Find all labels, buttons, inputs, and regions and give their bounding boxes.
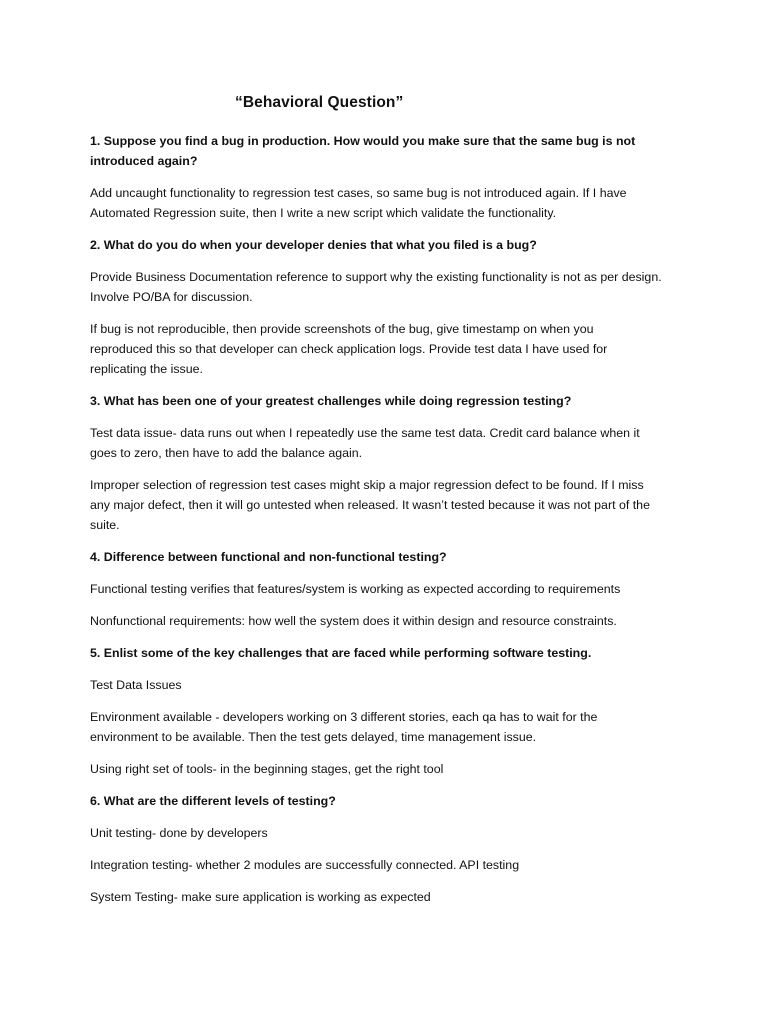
text-line: introduced again? bbox=[90, 154, 198, 168]
answer-paragraph bbox=[90, 423, 690, 463]
question-heading bbox=[90, 547, 690, 567]
text-line: System Testing- make sure application is working as expected bbox=[90, 890, 431, 904]
text-line: Provide Business Documentation reference to support why the existing functionality is not as per design. bbox=[90, 270, 662, 284]
text-line: Improper selection of regression test cases might skip a major regression defect to be found. If I miss bbox=[90, 478, 644, 492]
text-line: Involve PO/BA for discussion. bbox=[90, 290, 253, 304]
text-line: 3. What has been one of your greatest challenges while doing regression testing? bbox=[90, 394, 572, 408]
answer-paragraph bbox=[90, 579, 690, 599]
text-line: Test data issue- data runs out when I repeatedly use the same test data. Credit card balance when it bbox=[90, 426, 640, 440]
text-line: 4. Difference between functional and non-functional testing? bbox=[90, 550, 447, 564]
question-heading bbox=[90, 391, 690, 411]
document-title: “Behavioral Question” bbox=[235, 94, 404, 111]
answer-paragraph bbox=[90, 319, 690, 379]
text-line: reproduced this so that developer can check application logs. Provide test data I have used for bbox=[90, 342, 608, 356]
answer-paragraph bbox=[90, 475, 690, 535]
text-line: Functional testing verifies that features/system is working as expected according to requirements bbox=[90, 582, 621, 596]
text-line: Environment available - developers working on 3 different stories, each qa has to wait for the bbox=[90, 710, 598, 724]
text-line: Integration testing- whether 2 modules are successfully connected. API testing bbox=[90, 858, 520, 872]
answer-paragraph bbox=[90, 707, 690, 747]
answer-paragraph bbox=[90, 855, 690, 875]
question-heading bbox=[90, 235, 690, 255]
answer-paragraph bbox=[90, 887, 690, 907]
text-line: Test Data Issues bbox=[90, 678, 182, 692]
text-line: Unit testing- done by developers bbox=[90, 826, 268, 840]
text-line: 2. What do you do when your developer denies that what you filed is a bug? bbox=[90, 238, 537, 252]
answer-paragraph bbox=[90, 759, 690, 779]
text-line: environment to be available. Then the test gets delayed, time management issue. bbox=[90, 730, 537, 744]
text-line: any major defect, then it will go untested when released. It wasn’t tested because it was not part of the bbox=[90, 498, 650, 512]
text-line: goes to zero, then have to add the balance again. bbox=[90, 446, 363, 460]
answer-paragraph bbox=[90, 267, 690, 307]
text-line: Add uncaught functionality to regression test cases, so same bug is not introduced again. If I have bbox=[90, 186, 627, 200]
text-line: 5. Enlist some of the key challenges that are faced while performing software testing. bbox=[90, 646, 592, 660]
text-line: Using right set of tools- in the beginning stages, get the right tool bbox=[90, 762, 444, 776]
text-line: replicating the issue. bbox=[90, 362, 203, 376]
text-line: Nonfunctional requirements: how well the system does it within design and resource constraints. bbox=[90, 614, 617, 628]
answer-paragraph bbox=[90, 823, 690, 843]
text-line: suite. bbox=[90, 518, 120, 532]
question-heading bbox=[90, 643, 690, 663]
answer-paragraph bbox=[90, 675, 690, 695]
question-heading bbox=[90, 131, 690, 171]
answer-paragraph bbox=[90, 183, 690, 223]
question-heading bbox=[90, 791, 690, 811]
text-line: If bug is not reproducible, then provide screenshots of the bug, give timestamp on when you bbox=[90, 322, 594, 336]
text-line: 1. Suppose you find a bug in production. How would you make sure that the same bug is not bbox=[90, 134, 636, 148]
text-line: 6. What are the different levels of testing? bbox=[90, 794, 336, 808]
document-page bbox=[90, 94, 690, 919]
answer-paragraph bbox=[90, 611, 690, 631]
text-line: Automated Regression suite, then I write a new script which validate the functionality. bbox=[90, 206, 557, 220]
document-body bbox=[90, 131, 690, 907]
